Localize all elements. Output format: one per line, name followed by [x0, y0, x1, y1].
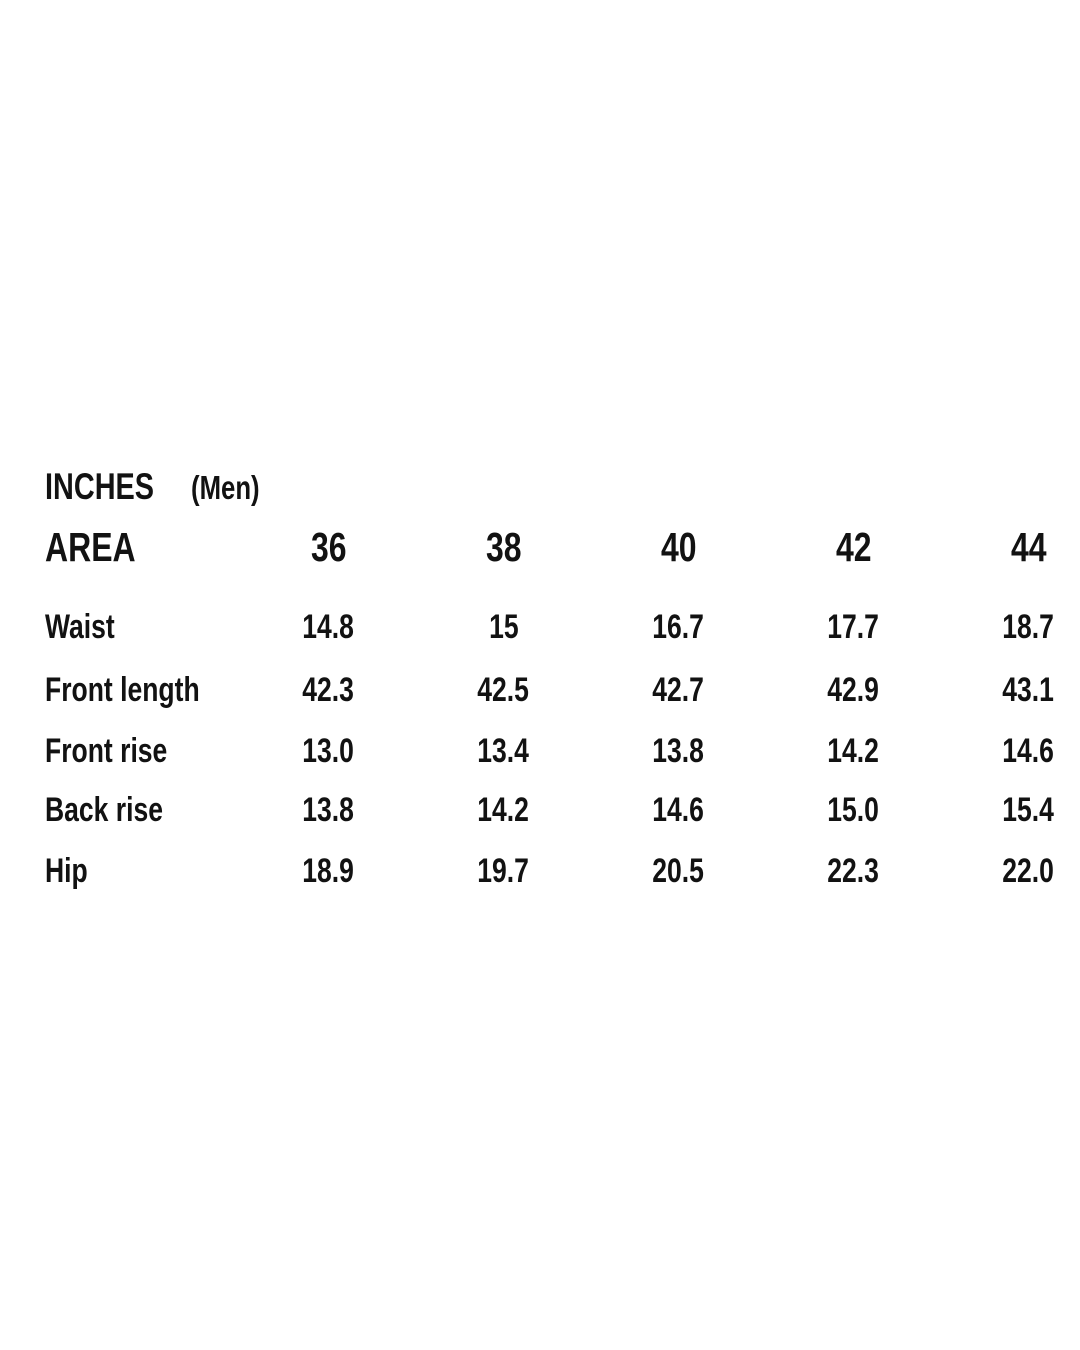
value-cell: [416, 793, 591, 827]
row-label: Back rise: [45, 791, 163, 829]
size-header-cell: [241, 524, 416, 570]
value-cell: [591, 673, 766, 707]
value-cell: [241, 610, 416, 644]
value-cell: [416, 854, 591, 888]
value-cell: [241, 793, 416, 827]
value-cell: [766, 854, 941, 888]
row-label-cell: [45, 673, 241, 707]
table-row-front-rise: [45, 734, 1080, 768]
cell-value: 18.7: [1002, 608, 1055, 646]
area-header-cell: [45, 524, 241, 570]
value-cell: [591, 793, 766, 827]
value-cell: [416, 734, 591, 768]
cell-value: 13.8: [652, 732, 705, 770]
cell-value: 13.8: [302, 791, 355, 829]
cell-value: 42.7: [652, 671, 705, 709]
value-cell: [591, 734, 766, 768]
value-cell: [941, 610, 1080, 644]
value-cell: [241, 854, 416, 888]
size-header-cell: [591, 524, 766, 570]
value-cell: [766, 610, 941, 644]
value-cell: [941, 673, 1080, 707]
unit-heading: INCHES: [45, 466, 155, 507]
row-label-cell: [45, 793, 241, 827]
cell-value: 42.5: [477, 671, 530, 709]
cell-value: 17.7: [827, 608, 880, 646]
cell-value: 19.7: [477, 852, 530, 890]
row-label-cell: [45, 854, 241, 888]
cell-value: 22.0: [1002, 852, 1055, 890]
table-row-waist: [45, 610, 1080, 644]
size-header-cell: [766, 524, 941, 570]
value-cell: [766, 734, 941, 768]
table-header-row: [45, 524, 1080, 570]
cell-value: 13.0: [302, 732, 355, 770]
value-cell: [416, 610, 591, 644]
size-header-42: 42: [835, 524, 872, 570]
cell-value: 13.4: [477, 732, 530, 770]
cell-value: 16.7: [652, 608, 705, 646]
cell-value: 15.0: [827, 791, 880, 829]
table-row-back-rise: [45, 793, 1080, 827]
size-header-40: 40: [660, 524, 697, 570]
row-label: Front length: [45, 671, 200, 709]
cell-value: 43.1: [1002, 671, 1055, 709]
value-cell: [241, 673, 416, 707]
value-cell: [766, 673, 941, 707]
cell-value: 14.2: [827, 732, 880, 770]
value-cell: [591, 610, 766, 644]
table-row-front-length: [45, 673, 1080, 707]
cell-value: 42.9: [827, 671, 880, 709]
size-header-cell: [416, 524, 591, 570]
cell-value: 22.3: [827, 852, 880, 890]
value-cell: [941, 854, 1080, 888]
row-label-cell: [45, 610, 241, 644]
value-cell: [941, 793, 1080, 827]
area-header-label: AREA: [45, 524, 136, 570]
value-cell: [591, 854, 766, 888]
cell-value: 14.6: [1002, 732, 1055, 770]
cell-value: 15.4: [1002, 791, 1055, 829]
value-cell: [416, 673, 591, 707]
row-label-cell: [45, 734, 241, 768]
cell-value: 42.3: [302, 671, 355, 709]
cell-value: 14.2: [477, 791, 530, 829]
cell-value: 18.9: [302, 852, 355, 890]
cell-value: 15: [488, 608, 519, 646]
gender-label: (Men): [190, 469, 260, 506]
title-row: [45, 468, 279, 505]
size-header-38: 38: [485, 524, 522, 570]
value-cell: [941, 734, 1080, 768]
value-cell: [766, 793, 941, 827]
table-row-hip: [45, 854, 1080, 888]
value-cell: [241, 734, 416, 768]
row-label: Front rise: [45, 732, 168, 770]
row-label: Hip: [45, 852, 88, 890]
size-header-cell: [941, 524, 1080, 570]
row-label: Waist: [45, 608, 115, 646]
cell-value: 20.5: [652, 852, 705, 890]
cell-value: 14.6: [652, 791, 705, 829]
size-header-36: 36: [310, 524, 347, 570]
size-header-44: 44: [1010, 524, 1047, 570]
cell-value: 14.8: [302, 608, 355, 646]
